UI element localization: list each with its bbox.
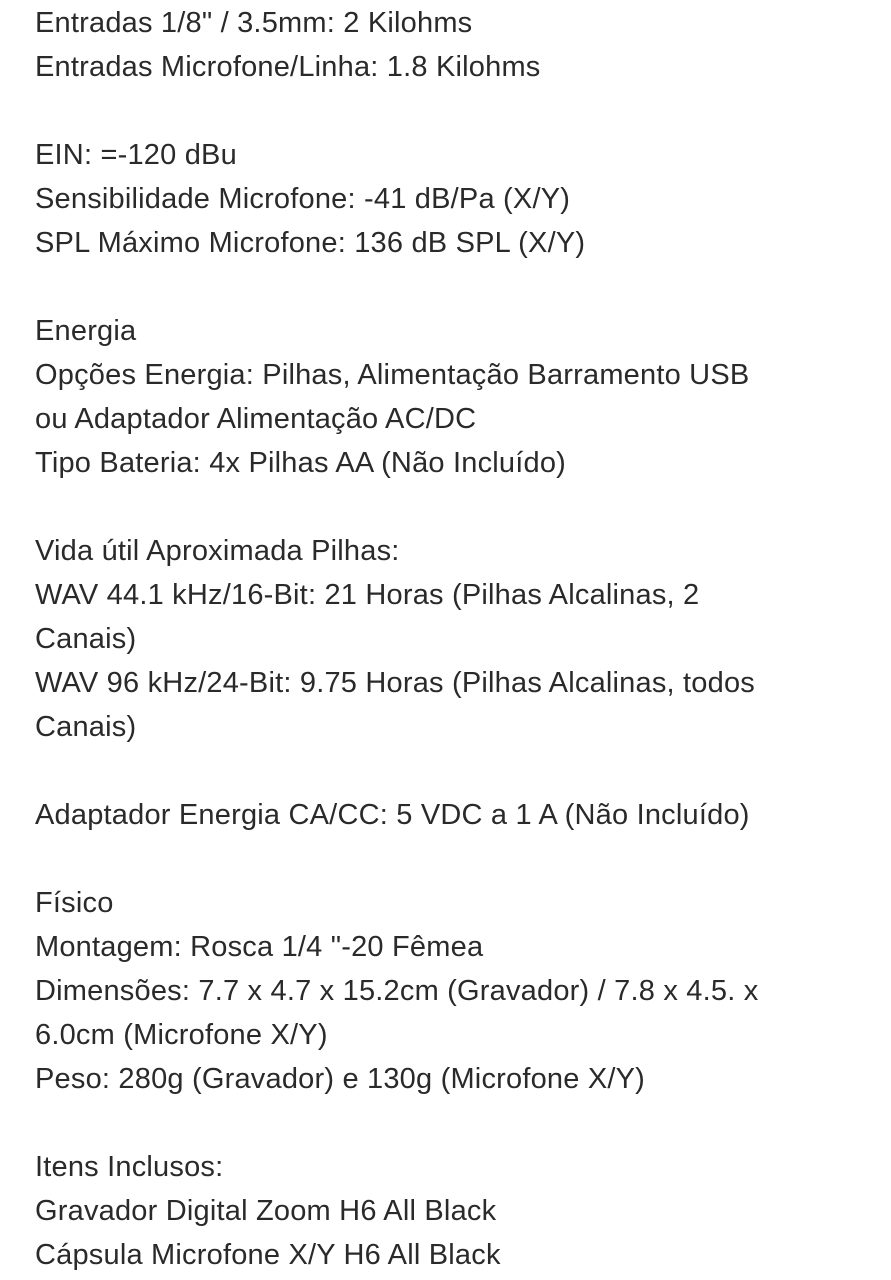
spec-line-battery-life-96k: WAV 96 kHz/24-Bit: 9.75 Horas (Pilhas Alcalinas, todos [35,667,755,699]
spec-line-battery-life-96k-cont: Canais) [35,711,137,743]
spacer [35,89,891,133]
spacer [35,837,891,881]
spec-line-dimensions: Dimensões: 7.7 x 4.7 x 15.2cm (Gravador) / 7.8 x 4.5. x [35,975,759,1007]
section-heading-physical: Físico [35,887,114,919]
section-heading-power: Energia [35,315,137,347]
included-item-xy-capsule: Cápsula Microfone X/Y H6 All Black [35,1239,501,1271]
spec-line-mic-max-spl: SPL Máximo Microfone: 136 dB SPL (X/Y) [35,227,586,259]
included-item-recorder: Gravador Digital Zoom H6 All Black [35,1195,497,1227]
spec-line-dimensions-cont: 6.0cm (Microfone X/Y) [35,1019,328,1051]
spec-line-power-options-cont: ou Adaptador Alimentação AC/DC [35,403,477,435]
spacer [35,485,891,529]
spec-line-weight: Peso: 280g (Gravador) e 130g (Microfone X/Y) [35,1063,646,1095]
spec-line-inputs-mic-line: Entradas Microfone/Linha: 1.8 Kilohms [35,51,541,83]
section-heading-included-items: Itens Inclusos: [35,1151,224,1183]
spec-line-mic-sensitivity: Sensibilidade Microfone: -41 dB/Pa (X/Y) [35,183,571,215]
section-heading-battery-life: Vida útil Aproximada Pilhas: [35,535,400,567]
spacer [35,265,891,309]
spec-line-battery-life-44k-cont: Canais) [35,623,137,655]
spec-line-power-adapter: Adaptador Energia CA/CC: 5 VDC a 1 A (Não Incluído) [35,799,750,831]
spec-line-battery-life-44k: WAV 44.1 kHz/16-Bit: 21 Horas (Pilhas Alcalinas, 2 [35,579,700,611]
spec-line-power-options: Opções Energia: Pilhas, Alimentação Barramento USB [35,359,750,391]
spec-line-battery-type: Tipo Bateria: 4x Pilhas AA (Não Incluído) [35,447,567,479]
spacer [35,749,891,793]
spec-line-ein: EIN: =-120 dBu [35,139,237,171]
spec-line-inputs-3-5mm: Entradas 1/8" / 3.5mm: 2 Kilohms [35,7,473,39]
spacer [35,1101,891,1145]
spec-line-mounting: Montagem: Rosca 1/4 "-20 Fêmea [35,931,484,963]
